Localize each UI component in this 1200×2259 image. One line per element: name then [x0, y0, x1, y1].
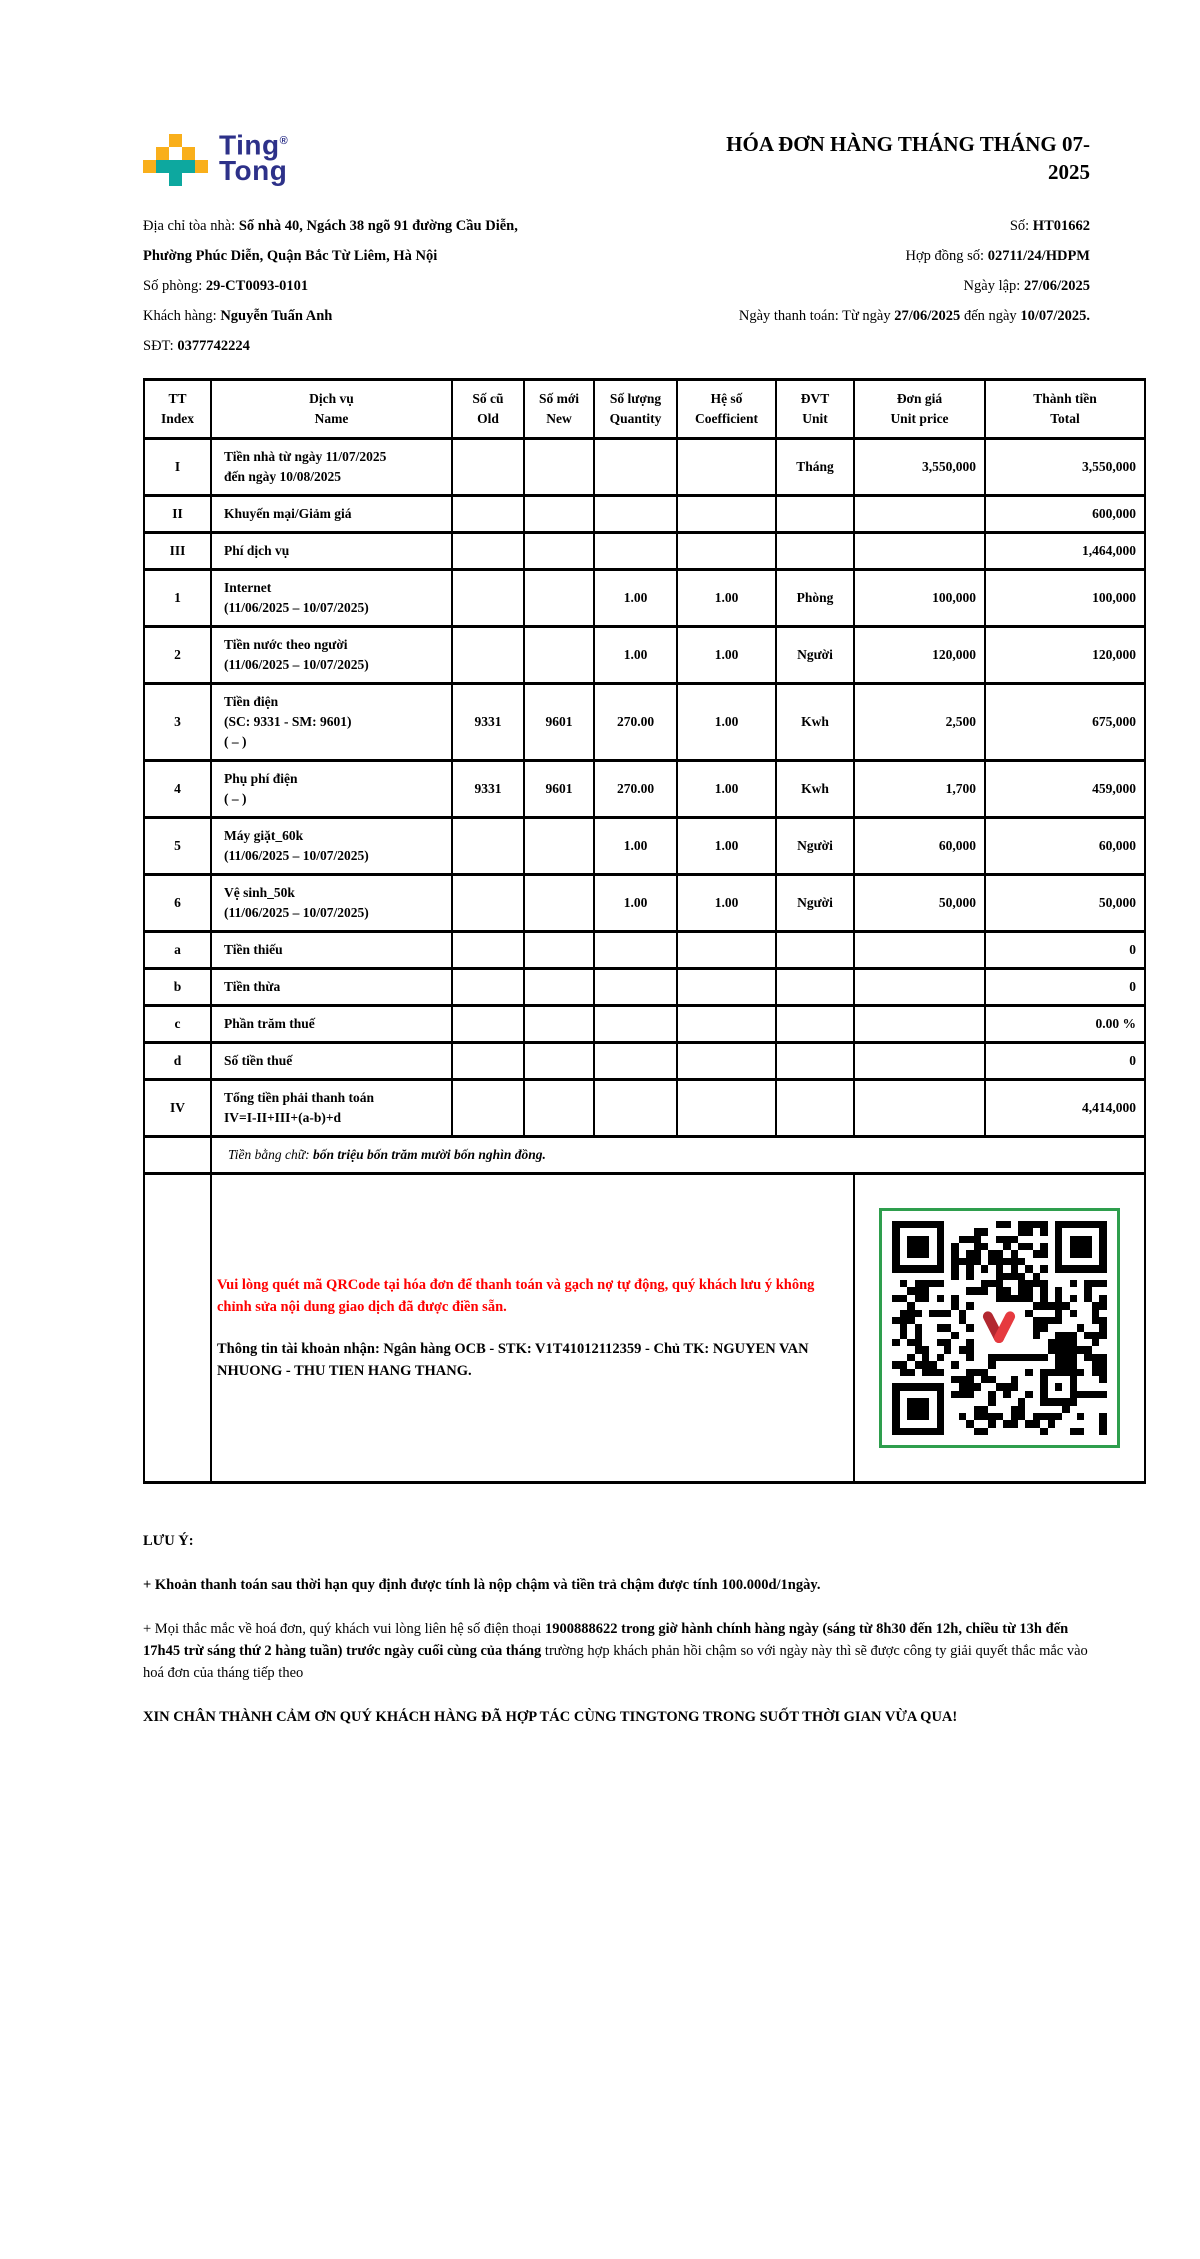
cell-unit-price [854, 932, 985, 969]
cell-name: Máy giặt_60k (11/06/2025 – 10/07/2025) [211, 818, 452, 875]
cell-new [524, 439, 594, 496]
cell-unit: Kwh [776, 684, 854, 761]
table-row [144, 439, 1145, 496]
table-row [144, 684, 1145, 761]
logo-line-1: Ting® [219, 129, 289, 161]
payment-row [144, 1174, 1145, 1483]
logo-pixel [156, 173, 169, 186]
cell-total: 675,000 [985, 684, 1145, 761]
cell-old [452, 627, 524, 684]
cell-old [452, 875, 524, 932]
cell-old [452, 570, 524, 627]
cell-name: Phí dịch vụ [211, 533, 452, 570]
hotline-note [143, 1618, 1090, 1684]
column-header: Đơn giá Unit price [854, 380, 985, 439]
cell-quantity [594, 533, 677, 570]
cell-new [524, 627, 594, 684]
empty-cell [144, 1137, 211, 1174]
charges-table-header [144, 380, 1145, 439]
cell-new [524, 1006, 594, 1043]
cell-old [452, 496, 524, 533]
text-segment: trường hợp khách phản hồi chậm so với ngày này thì sẽ được công ty giải quyết thắc mắc vào hoá đơn của tháng tiếp theo [143, 1643, 1088, 1681]
cell-index: 3 [144, 684, 211, 761]
cell-unit [776, 533, 854, 570]
cell-new [524, 1043, 594, 1080]
table-row [144, 818, 1145, 875]
cell-quantity [594, 932, 677, 969]
table-row [144, 570, 1145, 627]
cell-index: a [144, 932, 211, 969]
cell-coefficient: 1.00 [677, 761, 776, 818]
text-segment: Ngày thanh toán: Từ ngày [738, 308, 895, 324]
invoice-title-line-1: HÓA ĐƠN HÀNG THÁNG THÁNG 07- [726, 132, 1090, 156]
cell-new [524, 932, 594, 969]
tingtong-logo [143, 128, 288, 186]
footer-notes [143, 1530, 1090, 1728]
column-header: Dịch vụ Name [211, 380, 452, 439]
info-line [143, 336, 665, 357]
table-row [144, 969, 1145, 1006]
text-segment: Phường Phúc Diễn, Quận Bắc Từ Liêm, Hà Nội [143, 248, 438, 264]
text-segment: 02711/24/HDPM [987, 248, 1090, 264]
column-header: Hệ số Coefficient [677, 380, 776, 439]
cell-quantity: 270.00 [594, 684, 677, 761]
cell-unit: Phòng [776, 570, 854, 627]
text-segment: - Chủ TK: [641, 1341, 713, 1357]
cell-index: 4 [144, 761, 211, 818]
cell-quantity [594, 439, 677, 496]
column-header: Thành tiền Total [985, 380, 1145, 439]
cell-index: 1 [144, 570, 211, 627]
cell-unit: Người [776, 818, 854, 875]
amount-in-words-row [144, 1137, 1145, 1174]
cell-unit-price [854, 1006, 985, 1043]
info-line [665, 246, 1090, 267]
table-row [144, 1006, 1145, 1043]
logo-pixel [195, 134, 208, 147]
info-section [143, 216, 1146, 366]
cell-name: Số tiền thuế [211, 1043, 452, 1080]
text-segment: 0377742224 [177, 338, 250, 354]
cell-unit-price: 60,000 [854, 818, 985, 875]
cell-old [452, 533, 524, 570]
cell-unit [776, 1080, 854, 1137]
cell-index: I [144, 439, 211, 496]
cell-unit-price: 1,700 [854, 761, 985, 818]
cell-total: 100,000 [985, 570, 1145, 627]
cell-old: 9331 [452, 684, 524, 761]
cell-total: 600,000 [985, 496, 1145, 533]
logo-pixel [169, 134, 182, 147]
cell-name: Tiền thừa [211, 969, 452, 1006]
cell-coefficient [677, 1006, 776, 1043]
text-segment: Nguyễn Tuấn Anh [220, 308, 333, 324]
logo-pixel [182, 160, 195, 173]
cell-unit-price: 3,550,000 [854, 439, 985, 496]
invoice-title-line-2: 2025 [1048, 160, 1090, 184]
cell-unit [776, 496, 854, 533]
cell-unit [776, 932, 854, 969]
cell-coefficient: 1.00 [677, 818, 776, 875]
cell-unit-price: 100,000 [854, 570, 985, 627]
info-line [143, 306, 665, 327]
cell-unit: Kwh [776, 761, 854, 818]
cell-index: c [144, 1006, 211, 1043]
cell-name: Vệ sinh_50k (11/06/2025 – 10/07/2025) [211, 875, 452, 932]
footer-heading: LƯU Ý: [143, 1533, 194, 1549]
cell-unit: Người [776, 875, 854, 932]
cell-name: Internet (11/06/2025 – 10/07/2025) [211, 570, 452, 627]
qr-payment-note: Vui lòng quét mã QRCode tại hóa đơn để thanh toán và gạch nợ tự động, quý khách lưu ý không chỉnh sửa nội dung giao dịch đã được điền sẵn. [217, 1277, 815, 1315]
cell-quantity: 1.00 [594, 570, 677, 627]
logo-pixel [156, 160, 169, 173]
text-segment: SĐT: [143, 338, 178, 354]
table-row [144, 1043, 1145, 1080]
text-segment: 29-CT0093-0101 [205, 278, 309, 294]
cell-unit-price [854, 533, 985, 570]
cell-unit-price: 120,000 [854, 627, 985, 684]
bank-account-info [217, 1338, 848, 1382]
cell-quantity: 1.00 [594, 627, 677, 684]
amount-in-words [211, 1137, 1145, 1174]
cell-unit-price [854, 1043, 985, 1080]
column-header: ĐVT Unit [776, 380, 854, 439]
cell-unit: Tháng [776, 439, 854, 496]
invoice-title [590, 130, 1146, 186]
cell-total: 3,550,000 [985, 439, 1145, 496]
info-line [665, 306, 1090, 327]
text-segment: 1900888622 trong giờ hành chính hàng ngày (sáng từ 8h30 đến 12h, chiều từ 13h đến 17h45 trừ sáng thứ 2 hàng tuần) [143, 1621, 1069, 1659]
table-row [144, 533, 1145, 570]
table-row [144, 627, 1145, 684]
text-segment: . [467, 1363, 472, 1379]
logo-pixel [195, 173, 208, 186]
logo-pixel [156, 134, 169, 147]
cell-total: 120,000 [985, 627, 1145, 684]
text-segment: đến ngày [960, 308, 1021, 324]
cell-quantity [594, 1006, 677, 1043]
table-row [144, 1080, 1145, 1137]
cell-old [452, 439, 524, 496]
cell-quantity: 1.00 [594, 818, 677, 875]
amount-in-words-value: bốn triệu bốn trăm mười bốn nghìn đồng. [312, 1147, 546, 1162]
cell-coefficient: 1.00 [677, 570, 776, 627]
tingtong-logo-icon [143, 134, 208, 186]
text-segment: Địa chỉ tòa nhà: [143, 218, 239, 234]
cell-new [524, 969, 594, 1006]
cell-unit-price: 50,000 [854, 875, 985, 932]
info-line [143, 276, 665, 297]
cell-old: 9331 [452, 761, 524, 818]
logo-pixel [143, 147, 156, 160]
cell-index: IV [144, 1080, 211, 1137]
column-header: TT Index [144, 380, 211, 439]
cell-quantity [594, 1080, 677, 1137]
text-segment: HT01662 [1032, 218, 1090, 234]
column-header: Số lượng Quantity [594, 380, 677, 439]
text-segment: Hợp đồng số: [905, 248, 988, 264]
logo-pixel [182, 147, 195, 160]
cell-coefficient [677, 932, 776, 969]
qr-code-frame [879, 1208, 1119, 1448]
cell-name: Tiền thiếu [211, 932, 452, 969]
text-segment: 27/06/2025 [894, 308, 961, 324]
cell-old [452, 818, 524, 875]
text-segment: V1T41012112359 [535, 1341, 642, 1357]
cell-index: 2 [144, 627, 211, 684]
cell-index: d [144, 1043, 211, 1080]
text-segment: Ngày lập: [963, 278, 1024, 294]
cell-index: III [144, 533, 211, 570]
cell-name: Tổng tiền phải thanh toán IV=I-II+III+(a-b)+d [211, 1080, 452, 1137]
cell-coefficient [677, 533, 776, 570]
text-segment: + Mọi thắc mắc về hoá đơn, quý khách vui lòng liên hệ số điện thoại [143, 1621, 546, 1637]
cell-new: 9601 [524, 684, 594, 761]
empty-cell [144, 1174, 211, 1483]
cell-old [452, 1043, 524, 1080]
customer-info [143, 216, 665, 366]
text-segment: 10/07/2025. [1020, 308, 1090, 324]
cell-unit-price [854, 969, 985, 1006]
cell-coefficient [677, 1043, 776, 1080]
invoice-header [143, 128, 1146, 186]
cell-total: 0 [985, 969, 1145, 1006]
cell-total: 459,000 [985, 761, 1145, 818]
cell-name: Khuyến mại/Giảm giá [211, 496, 452, 533]
cell-total: 50,000 [985, 875, 1145, 932]
cell-quantity [594, 969, 677, 1006]
logo-pixel [143, 173, 156, 186]
cell-name: Tiền nước theo người (11/06/2025 – 10/07/2025) [211, 627, 452, 684]
text-segment: Số nhà 40, Ngách 38 ngõ 91 đường Cầu Diễn, [238, 218, 518, 234]
cell-total: 0 [985, 1043, 1145, 1080]
cell-new [524, 496, 594, 533]
logo-pixel [156, 147, 169, 160]
table-row [144, 932, 1145, 969]
info-line [143, 246, 665, 267]
cell-quantity [594, 1043, 677, 1080]
cell-coefficient: 1.00 [677, 627, 776, 684]
invoice-page [143, 128, 1146, 1750]
cell-unit [776, 969, 854, 1006]
logo-pixel [169, 160, 182, 173]
charges-table-footer [144, 1137, 1145, 1483]
cell-quantity: 270.00 [594, 761, 677, 818]
table-row [144, 761, 1145, 818]
invoice-meta-info [665, 216, 1146, 366]
cell-total: 0.00 % [985, 1006, 1145, 1043]
text-segment: trước ngày cuối cùng của tháng [342, 1643, 545, 1659]
logo-pixel [182, 134, 195, 147]
cell-quantity [594, 496, 677, 533]
header-row [144, 380, 1145, 439]
cell-total: 1,464,000 [985, 533, 1145, 570]
cell-index: II [144, 496, 211, 533]
cell-total: 0 [985, 932, 1145, 969]
cell-new [524, 1080, 594, 1137]
column-header: Số mới New [524, 380, 594, 439]
cell-new [524, 533, 594, 570]
cell-new [524, 818, 594, 875]
cell-coefficient [677, 439, 776, 496]
thanks-note: XIN CHÂN THÀNH CẢM ƠN QUÝ KHÁCH HÀNG ĐÃ HỢP TÁC CÙNG TINGTONG TRONG SUỐT THỜI GIAN VỪA QUA! [143, 1709, 958, 1725]
cell-name: Phụ phí điện ( – ) [211, 761, 452, 818]
table-row [144, 496, 1145, 533]
cell-old [452, 932, 524, 969]
cell-old [452, 969, 524, 1006]
text-segment: Số: [1009, 218, 1033, 234]
logo-pixel [169, 173, 182, 186]
cell-index: b [144, 969, 211, 1006]
charges-table [143, 378, 1146, 1484]
logo-pixel [195, 147, 208, 160]
late-payment-note [143, 1574, 1090, 1596]
cell-unit [776, 1006, 854, 1043]
vietqr-v-logo [975, 1304, 1023, 1352]
logo-pixel [143, 134, 156, 147]
cell-coefficient: 1.00 [677, 684, 776, 761]
cell-coefficient: 1.00 [677, 875, 776, 932]
info-line [665, 276, 1090, 297]
column-header: Số cũ Old [452, 380, 524, 439]
cell-name: Tiền nhà từ ngày 11/07/2025 đến ngày 10/08/2025 [211, 439, 452, 496]
info-line [665, 216, 1090, 237]
cell-unit [776, 1043, 854, 1080]
registered-mark: ® [279, 135, 289, 147]
text-segment: Số phòng: [143, 278, 206, 294]
cell-unit-price [854, 1080, 985, 1137]
cell-coefficient [677, 496, 776, 533]
cell-name: Phần trăm thuế [211, 1006, 452, 1043]
cell-index: 5 [144, 818, 211, 875]
cell-total: 4,414,000 [985, 1080, 1145, 1137]
cell-unit-price: 2,500 [854, 684, 985, 761]
cell-unit: Người [776, 627, 854, 684]
cell-name: Tiền điện (SC: 9331 - SM: 9601) ( – ) [211, 684, 452, 761]
charges-table-body [144, 439, 1145, 1137]
table-row [144, 875, 1145, 932]
text-segment: + Khoản thanh toán sau thời hạn quy định được tính là nộp chậm và tiền trả chậm được tính 100.000d/1ngày. [143, 1577, 821, 1593]
payment-instructions [211, 1174, 854, 1483]
amount-in-words-label: Tiền bằng chữ: [228, 1147, 313, 1162]
cell-old [452, 1080, 524, 1137]
cell-new [524, 570, 594, 627]
logo-pixel [143, 160, 156, 173]
cell-quantity: 1.00 [594, 875, 677, 932]
text-segment: 27/06/2025 [1023, 278, 1090, 294]
logo-pixel [195, 160, 208, 173]
cell-unit-price [854, 496, 985, 533]
cell-index: 6 [144, 875, 211, 932]
cell-coefficient [677, 969, 776, 1006]
logo-pixel [182, 173, 195, 186]
qr-code-cell [854, 1174, 1145, 1483]
qr-code [892, 1221, 1106, 1435]
tingtong-logo-text [219, 128, 289, 187]
cell-old [452, 1006, 524, 1043]
text-segment: NGUYEN VAN NHUONG - THU TIEN HANG THANG [217, 1341, 809, 1379]
cell-new: 9601 [524, 761, 594, 818]
logo-line-2: Tong [219, 155, 288, 187]
cell-total: 60,000 [985, 818, 1145, 875]
cell-new [524, 875, 594, 932]
logo-pixel [169, 147, 182, 160]
cell-coefficient [677, 1080, 776, 1137]
text-segment: Thông tin tài khoản nhận: Ngân hàng OCB - STK: [217, 1341, 536, 1357]
text-segment: Khách hàng: [143, 308, 221, 324]
info-line [143, 216, 665, 237]
